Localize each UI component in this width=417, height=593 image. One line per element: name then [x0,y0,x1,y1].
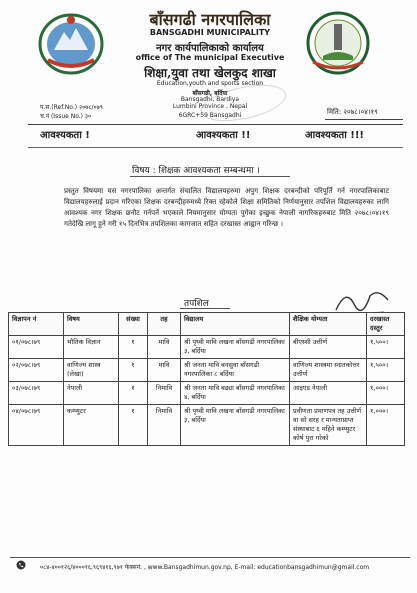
notice-body: प्रस्तुत विषयमा यस नगरपालिका अन्तर्गत संचालित विद्यालयहरुमा अपुग शिक्षक दरबन्दीको परिपूर्ति गर्न नगरपालिकाबाट विद्यालयहरुलाई प्रदान गरिएका शिक्षक दरबन्दीहरुमध्ये रिक्त रहेकोले शिक्षा समितिको निर्णयानुसार तपशिल विद्यालयहरुका लागि आवश्यक नगर शिक्षक छनौट गर्नपर्ने भएकाले नियमानुसार योग्यता पुगेका इच्छुक नेपाली नागरिकहरुबाट मिति २०७८।०४।१९ गतेदेखि लागू हुने गरी १५ दिनभित्र तपशिलका कागजात सहित दरखास्त आह्वान गरिन्छ । [64,187,389,228]
address-np: बाँसगढी, बर्दिया [192,90,228,97]
cell-fee: १,०००। [367,382,405,405]
address-en: Bansgadhi, Bardiya [180,96,240,103]
reference-number: प.स.(Ref.No.) २०७८/०७९ [40,104,103,111]
issue-number: च.नं (Issue No.) ३० [40,113,92,120]
footer-divider [10,557,410,558]
phone-icon [16,560,26,570]
cell-fee: १,०००। [367,405,405,446]
date-underline [325,119,403,120]
title-divider [28,147,403,148]
office-name-en: office of The municipal Executive [135,53,285,62]
municipality-name-en: BANSGADHI MUNICIPALITY [149,28,271,37]
plus-code: 6GRC+59 Bansgadhi [178,112,242,119]
cell-qualification: प्रवीणता प्रमाणपत्र तह उत्तीर्ण वा सो सरह र मान्यताप्राप्त संस्थाबाट ६ महिने कम्प्युटर कोर्ष पुरा गरेको [290,405,367,446]
nepal-emblem-logo [36,10,106,76]
cell-level: मावि [148,336,181,359]
cell-count: १ [119,359,148,382]
cell-level: निमावि [148,405,181,446]
col-ad-number: विज्ञापन नं [9,313,64,336]
col-subject: विषय [64,313,119,336]
province: Lumbini Province , Nepal [172,103,248,110]
cell-school: श्री जनता मावि बनसुवा बाँसगढी नगरपालिका ८ बर्दिया [181,359,290,382]
office-name-np: नगर कार्यपालिकाको कार्यालय [156,43,264,54]
section-name-en: Education,youth and sports section [156,80,264,87]
cell-school: श्री पृथ्वी मावि लखना बाँसगढी नगरपालिका ३, बर्दिया [181,405,290,446]
letter-date: मिति: २०७८।०४।१९ [327,108,378,116]
title-3: आवश्यकता !!! [305,130,364,141]
table-row [9,382,405,405]
cell-count: १ [119,336,148,359]
cell-subject: कम्प्युटर [64,405,119,446]
details-heading: तपशिल [184,299,209,309]
table-row [9,359,405,382]
cell-fee: १,५००। [367,336,405,359]
col-count: संख्या [119,313,148,336]
cell-qualification: बीएस्सी उत्तीर्ण [290,336,367,359]
cell-subject: वाणिज्य शास्त्र (लेखा) [64,359,119,382]
col-school: विद्यालय [181,313,290,336]
col-fee: दरखास्त दस्तुर [367,313,405,336]
subject-underline [130,176,290,177]
cell-subject: भौतिक विज्ञान [64,336,119,359]
section-name-np: शिक्षा,युवा तथा खेलकुद शाखा [144,66,276,80]
cell-level: निमावि [148,382,181,405]
details-underline [180,308,230,309]
cell-count: १ [119,382,148,405]
cell-count: १ [119,405,148,446]
municipality-name-np: बाँसगढी नगरपालिका [149,10,271,29]
cell-school: श्री जनता मावि बढ्या बाँसगढी नगरपालिका ४, बर्दिया [181,382,290,405]
municipality-logo [305,10,371,76]
cell-ad-number: ०१/०७८।७९ [9,336,64,359]
col-level: तह [148,313,181,336]
table-row [9,336,405,359]
cell-ad-number: ०४/०७८।७९ [9,405,64,446]
cell-ad-number: ०२/०७८।७९ [9,359,64,382]
footer-contact: ०८४-४००१२६/४०००१६,९६९४१६,९७१ फेक्सनं: , www.Bansgadhimun.gov.np, E-mail: educationbansgadhimun@gmail.com [40,564,370,571]
cell-ad-number: ०३/०७८।७९ [9,382,64,405]
cell-school: श्री पृथ्वी मावि लखना बाँसगढी नगरपालिका ३, बर्दिया [181,336,290,359]
table-row [9,405,405,446]
cell-qualification: वाणिज्य शास्त्रमा स्नातकोत्तर उत्तीर्ण [290,359,367,382]
table-header-row [9,313,405,336]
cell-qualification: आइएड नेपाली [290,382,367,405]
header-divider [28,124,403,125]
subject-line: विषय : शिक्षक आवश्यकता सम्बन्धमा । [132,166,260,176]
cell-level: मावि [148,359,181,382]
cell-fee: १,५००। [367,359,405,382]
vacancy-table [8,312,405,446]
title-2: आवश्यकता !! [196,130,251,141]
cell-subject: नेपाली [64,382,119,405]
title-1: आवश्यकता ! [40,130,90,141]
col-qualification: शैक्षिक योग्यता [290,313,367,336]
